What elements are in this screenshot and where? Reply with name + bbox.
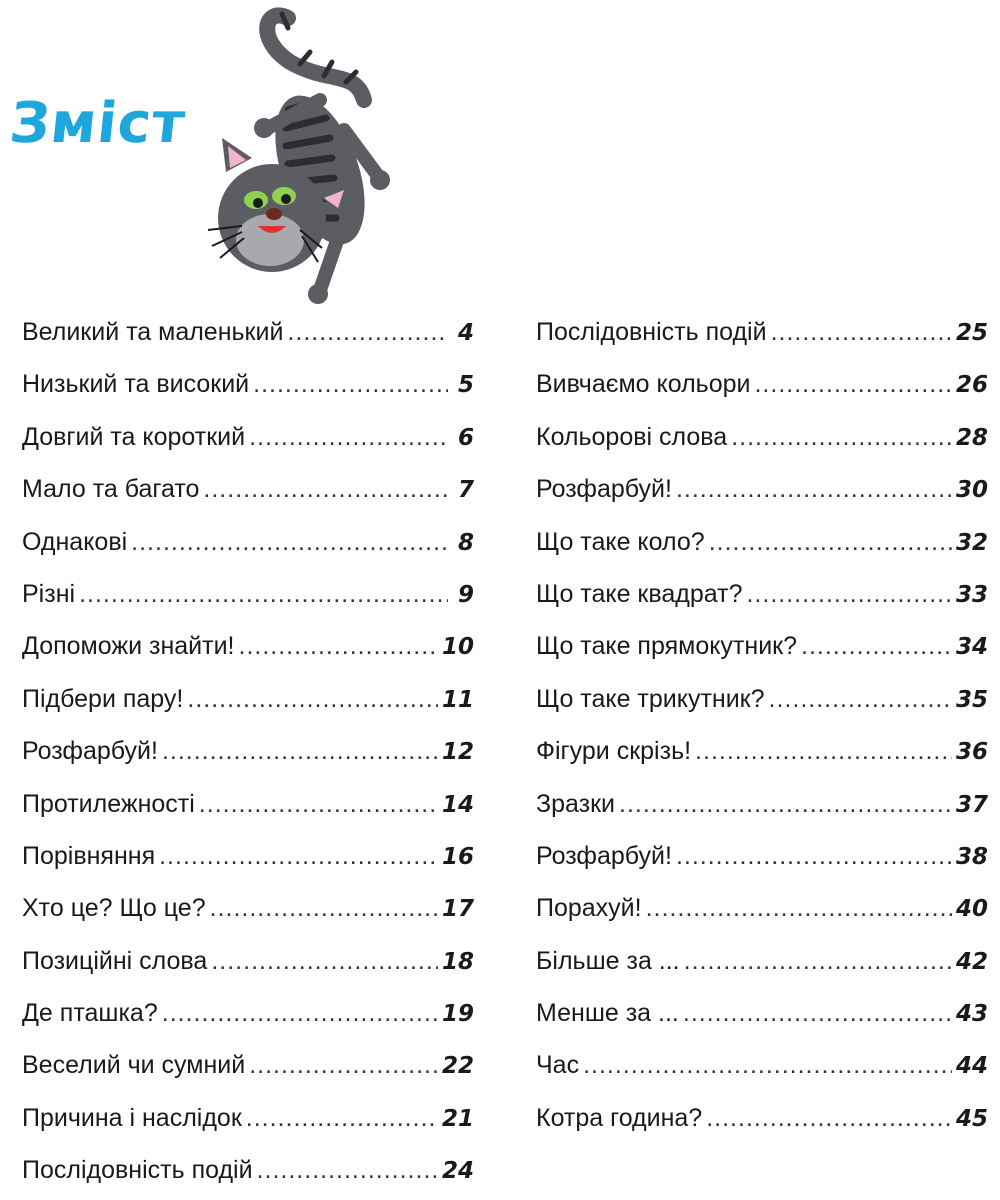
toc-entry-label: Причина і наслідок bbox=[22, 1103, 242, 1132]
toc-entry-label: Котра година? bbox=[536, 1103, 703, 1132]
toc-entry-label: Розфарбуй! bbox=[536, 475, 672, 504]
leader-dots bbox=[249, 411, 448, 463]
leader-dots bbox=[769, 673, 952, 725]
toc-entry-label: Що таке квадрат? bbox=[536, 579, 743, 608]
leader-dots bbox=[257, 1144, 438, 1196]
toc-entry[interactable] bbox=[536, 882, 988, 934]
leader-dots bbox=[159, 830, 438, 882]
leader-dots bbox=[709, 516, 952, 568]
toc-entry-label: Що таке трикутник? bbox=[536, 684, 765, 713]
toc-entry-page: 9 bbox=[457, 581, 474, 608]
toc-entry-page: 43 bbox=[955, 1001, 988, 1028]
toc-entry-label: Вивчаємо кольори bbox=[536, 370, 751, 399]
leader-dots bbox=[801, 620, 952, 672]
leader-dots bbox=[695, 725, 952, 777]
toc-entry-label: Великий та маленький bbox=[22, 318, 284, 346]
toc-entry-page: 5 bbox=[457, 372, 474, 399]
toc-entry-label: Різні bbox=[22, 579, 76, 608]
toc-entry[interactable] bbox=[22, 830, 474, 882]
toc-entry-page: 34 bbox=[955, 634, 988, 661]
toc-entry-label: Де пташка? bbox=[22, 999, 158, 1028]
toc-entry-page: 10 bbox=[441, 634, 474, 661]
leader-dots bbox=[203, 463, 448, 515]
leader-dots bbox=[676, 830, 952, 882]
toc-entry-label: Кольорові слова bbox=[536, 422, 728, 451]
toc-entry-page: 37 bbox=[955, 791, 988, 818]
leader-dots bbox=[253, 358, 448, 410]
toc-entry-label: Фігури скрізь! bbox=[536, 737, 692, 766]
toc-entry[interactable] bbox=[536, 516, 988, 568]
toc-entry-page: 4 bbox=[457, 320, 474, 346]
toc-entry-page: 26 bbox=[955, 372, 988, 399]
toc-entry-page: 14 bbox=[441, 791, 474, 818]
toc-entry-page: 22 bbox=[441, 1053, 474, 1080]
toc-entry-page: 6 bbox=[457, 424, 474, 451]
toc-entry[interactable] bbox=[536, 1039, 988, 1091]
toc-entry-page: 21 bbox=[441, 1105, 474, 1132]
toc-entry[interactable] bbox=[22, 358, 474, 410]
cat-icon bbox=[160, 0, 400, 310]
toc-entry-label: Час bbox=[536, 1051, 580, 1080]
toc-entry-label: Послідовність подій bbox=[536, 318, 767, 346]
toc-entry-label: Що таке коло? bbox=[536, 527, 705, 556]
toc-entry-page: 8 bbox=[457, 529, 474, 556]
toc-entry-page: 33 bbox=[955, 581, 988, 608]
toc-entry[interactable] bbox=[536, 306, 988, 358]
toc-entry[interactable] bbox=[22, 725, 474, 777]
toc-entry[interactable] bbox=[22, 568, 474, 620]
toc-entry[interactable] bbox=[22, 1144, 474, 1196]
toc-entry-page: 7 bbox=[457, 477, 474, 504]
leader-dots bbox=[771, 306, 952, 358]
leader-dots bbox=[246, 1092, 438, 1144]
toc-entry-page: 36 bbox=[955, 739, 988, 766]
toc-entry[interactable] bbox=[536, 725, 988, 777]
leader-dots bbox=[731, 411, 952, 463]
toc-entry[interactable] bbox=[22, 1039, 474, 1091]
toc-entry[interactable] bbox=[536, 673, 988, 725]
toc-entry[interactable] bbox=[22, 1092, 474, 1144]
leader-dots bbox=[684, 935, 952, 987]
toc-entry[interactable] bbox=[536, 1092, 988, 1144]
toc-entry-label: Розфарбуй! bbox=[22, 737, 158, 766]
leader-dots bbox=[162, 725, 438, 777]
toc-entry[interactable] bbox=[22, 882, 474, 934]
toc-entry-label: Розфарбуй! bbox=[536, 841, 672, 870]
toc-entry-label: Позиційні слова bbox=[22, 946, 208, 975]
leader-dots bbox=[210, 882, 438, 934]
toc-entry-label: Підбери пару! bbox=[22, 684, 184, 713]
toc-entry-label: Що таке прямокутник? bbox=[536, 632, 797, 661]
toc-entry[interactable] bbox=[22, 673, 474, 725]
toc-entry-label: Протилежності bbox=[22, 789, 195, 818]
leader-dots bbox=[583, 1039, 952, 1091]
leader-dots bbox=[746, 568, 952, 620]
toc-entry[interactable] bbox=[536, 463, 988, 515]
toc-entry-label: Порівняння bbox=[22, 841, 156, 870]
leader-dots bbox=[646, 882, 952, 934]
toc-right-column bbox=[536, 306, 988, 1144]
toc-left-column bbox=[22, 306, 474, 1197]
leader-dots bbox=[131, 516, 448, 568]
toc-entry-page: 32 bbox=[955, 529, 988, 556]
leader-dots bbox=[249, 1039, 438, 1091]
toc-entry-label: Допоможи знайти! bbox=[22, 632, 235, 661]
toc-entry-page: 38 bbox=[955, 843, 988, 870]
toc-entry-page: 16 bbox=[441, 843, 474, 870]
toc-entry-label: Послідовність подій bbox=[22, 1156, 253, 1185]
toc-entry[interactable] bbox=[22, 987, 474, 1039]
toc-entry[interactable] bbox=[536, 620, 988, 672]
toc-entry-label: Мало та багато bbox=[22, 475, 200, 504]
toc-entry-page: 18 bbox=[441, 948, 474, 975]
toc-entry-page: 19 bbox=[441, 1001, 474, 1028]
toc-entry[interactable] bbox=[536, 358, 988, 410]
leader-dots bbox=[162, 987, 438, 1039]
toc-entry[interactable] bbox=[536, 935, 988, 987]
toc-entry-page: 17 bbox=[441, 896, 474, 923]
toc-entry[interactable] bbox=[22, 620, 474, 672]
toc-entry-label: Більше за ... bbox=[536, 946, 680, 975]
toc-entry-label: Однакові bbox=[22, 527, 128, 556]
toc-entry-page: 42 bbox=[955, 948, 988, 975]
toc-entry[interactable] bbox=[22, 306, 474, 358]
toc-entry-page: 44 bbox=[955, 1053, 988, 1080]
toc-entry[interactable] bbox=[22, 463, 474, 515]
toc-entry-page: 45 bbox=[955, 1105, 988, 1132]
toc-entry[interactable] bbox=[536, 778, 988, 830]
toc-entry-label: Довгий та короткий bbox=[22, 422, 246, 451]
toc-entry-page: 12 bbox=[441, 739, 474, 766]
leader-dots bbox=[676, 463, 952, 515]
leader-dots bbox=[79, 568, 448, 620]
toc-entry[interactable] bbox=[536, 987, 988, 1039]
toc-entry-label: Веселий чи сумний bbox=[22, 1051, 246, 1080]
leader-dots bbox=[706, 1092, 952, 1144]
toc-entry[interactable] bbox=[22, 411, 474, 463]
toc-entry-page: 25 bbox=[955, 320, 988, 346]
toc-entry[interactable] bbox=[22, 516, 474, 568]
toc-entry[interactable] bbox=[22, 778, 474, 830]
leader-dots bbox=[683, 987, 952, 1039]
toc-entry-label: Зразки bbox=[536, 789, 615, 818]
toc-entry[interactable] bbox=[536, 411, 988, 463]
page-title: Зміст bbox=[6, 91, 189, 156]
toc-entry-label: Хто це? Що це? bbox=[22, 894, 206, 923]
toc-entry[interactable] bbox=[536, 568, 988, 620]
toc-entry-page: 24 bbox=[441, 1158, 474, 1185]
toc-entry-page: 28 bbox=[955, 424, 988, 451]
toc-entry-page: 30 bbox=[955, 477, 988, 504]
toc-entry-page: 35 bbox=[955, 686, 988, 713]
leader-dots bbox=[187, 673, 438, 725]
toc-entry-page: 40 bbox=[955, 896, 988, 923]
leader-dots bbox=[239, 620, 438, 672]
toc-entry-label: Порахуй! bbox=[536, 894, 642, 923]
toc-entry-page: 11 bbox=[441, 686, 474, 713]
toc-entry[interactable] bbox=[22, 935, 474, 987]
leader-dots bbox=[199, 778, 438, 830]
leader-dots bbox=[287, 306, 448, 358]
leader-dots bbox=[211, 935, 438, 987]
leader-dots bbox=[619, 778, 952, 830]
toc-entry-label: Низький та високий bbox=[22, 370, 250, 399]
toc-entry[interactable] bbox=[536, 830, 988, 882]
toc-entry-label: Менше за ... bbox=[536, 999, 679, 1028]
leader-dots bbox=[754, 358, 952, 410]
